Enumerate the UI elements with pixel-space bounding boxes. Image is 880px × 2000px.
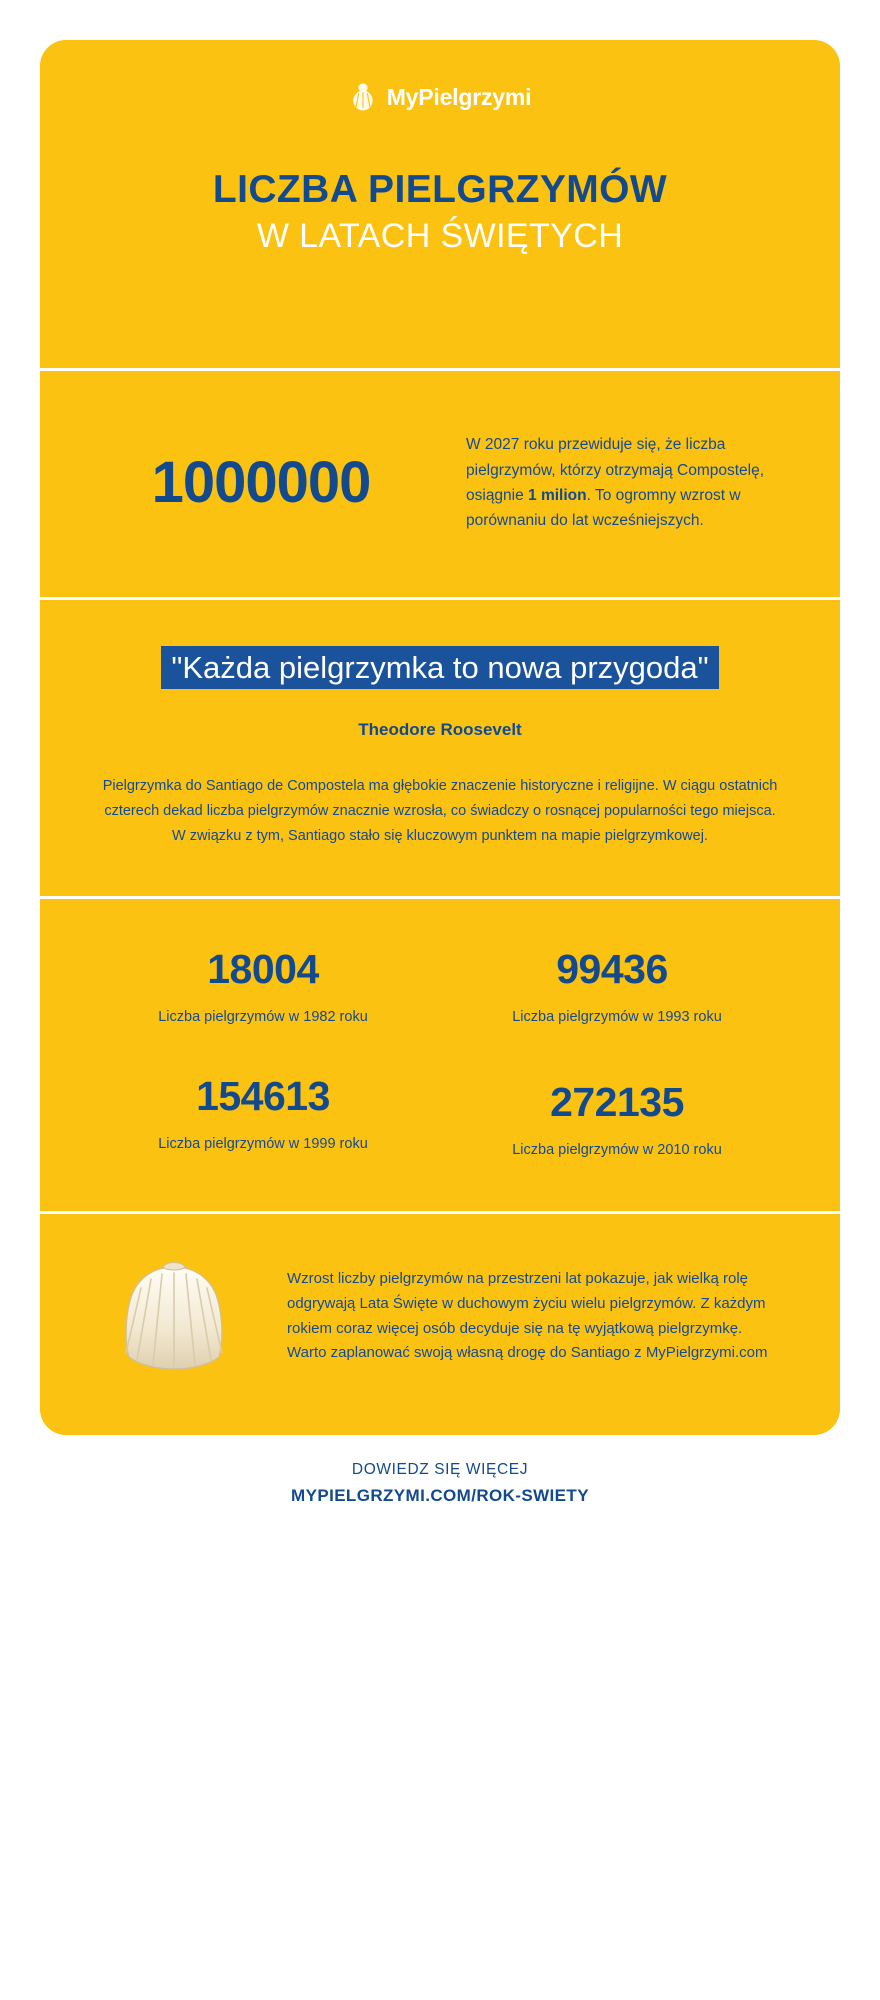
closing-text: Wzrost liczby pielgrzymów na przestrzeni lat pokazuje, jak wielką rolę odgrywają Lata Święte w duchowym życiu wielu pielgrzymów. Z każdym rokiem coraz więcej osób decyduje się na tę wyjątkową pielgrzymkę. Warto zaplanować swoją własną drogę do Santiago z MyPielgrzymi.com (287, 1269, 768, 1362)
highlight-number: 1000000 (151, 450, 371, 516)
shell-image (86, 1257, 261, 1377)
quote-section (40, 597, 840, 897)
quote-body: Pielgrzymka do Santiago de Compostela ma głębokie znaczenie historyczne i religijne. W ciągu ostatnich czterech dekad liczba pielgrzymów znacznie wzrosła, co świadczy o rosnącej popularności tego miejsca. W związku z tym, Santiago stało się kluczowym punktem na mapie pielgrzymkowej. (102, 777, 778, 844)
stat-label: Liczba pielgrzymów w 1993 roku (512, 1009, 722, 1026)
highlight-text-after: . To ogromny wzrost w porównaniu do lat wcześniejszych. (466, 486, 741, 529)
header-section (40, 40, 840, 368)
highlight-text-before: W 2027 roku przewiduje się, że liczba pielgrzymów, którzy otrzymają Compostelę, osiągnie (466, 436, 765, 504)
page-subtitle: W LATACH ŚWIĘTYCH (256, 216, 624, 255)
brand (86, 82, 794, 112)
quote-block (86, 647, 794, 690)
stat-value: 18004 (207, 946, 319, 993)
stats-section (40, 896, 840, 1210)
closing-section (40, 1211, 840, 1435)
highlight-description (466, 432, 794, 532)
stat-item (86, 1073, 440, 1161)
stat-value: 154613 (196, 1072, 330, 1119)
brand-name: MyPielgrzymi (386, 83, 532, 110)
stat-label: Liczba pielgrzymów w 1982 roku (158, 1009, 368, 1026)
stat-value: 99436 (556, 946, 668, 993)
quote-author: Theodore Roosevelt (358, 719, 522, 739)
stats-grid (86, 946, 794, 1160)
shell-logo-icon (349, 82, 377, 112)
page-title: LICZBA PIELGRZYMÓW (212, 168, 668, 211)
stat-label: Liczba pielgrzymów w 2010 roku (512, 1141, 722, 1158)
highlight-section (40, 368, 840, 596)
infographic-card (40, 40, 840, 1435)
stat-value: 272135 (550, 1078, 684, 1125)
scallop-shell-icon (99, 1257, 249, 1377)
stat-item (440, 946, 794, 1028)
highlight-text-bold: 1 milion (528, 486, 587, 504)
quote-text: "Każda pielgrzymka to nowa przygoda" (161, 646, 718, 689)
cta-label: DOWIEDZ SIĘ WIĘCEJ (351, 1460, 529, 1478)
website-url[interactable]: MYPIELGRZYMI.COM/ROK-SWIETY (291, 1485, 589, 1505)
stat-label: Liczba pielgrzymów w 1999 roku (158, 1135, 368, 1152)
stat-item (86, 946, 440, 1028)
stat-item (440, 1073, 794, 1161)
bottom-bar (40, 1435, 840, 1528)
